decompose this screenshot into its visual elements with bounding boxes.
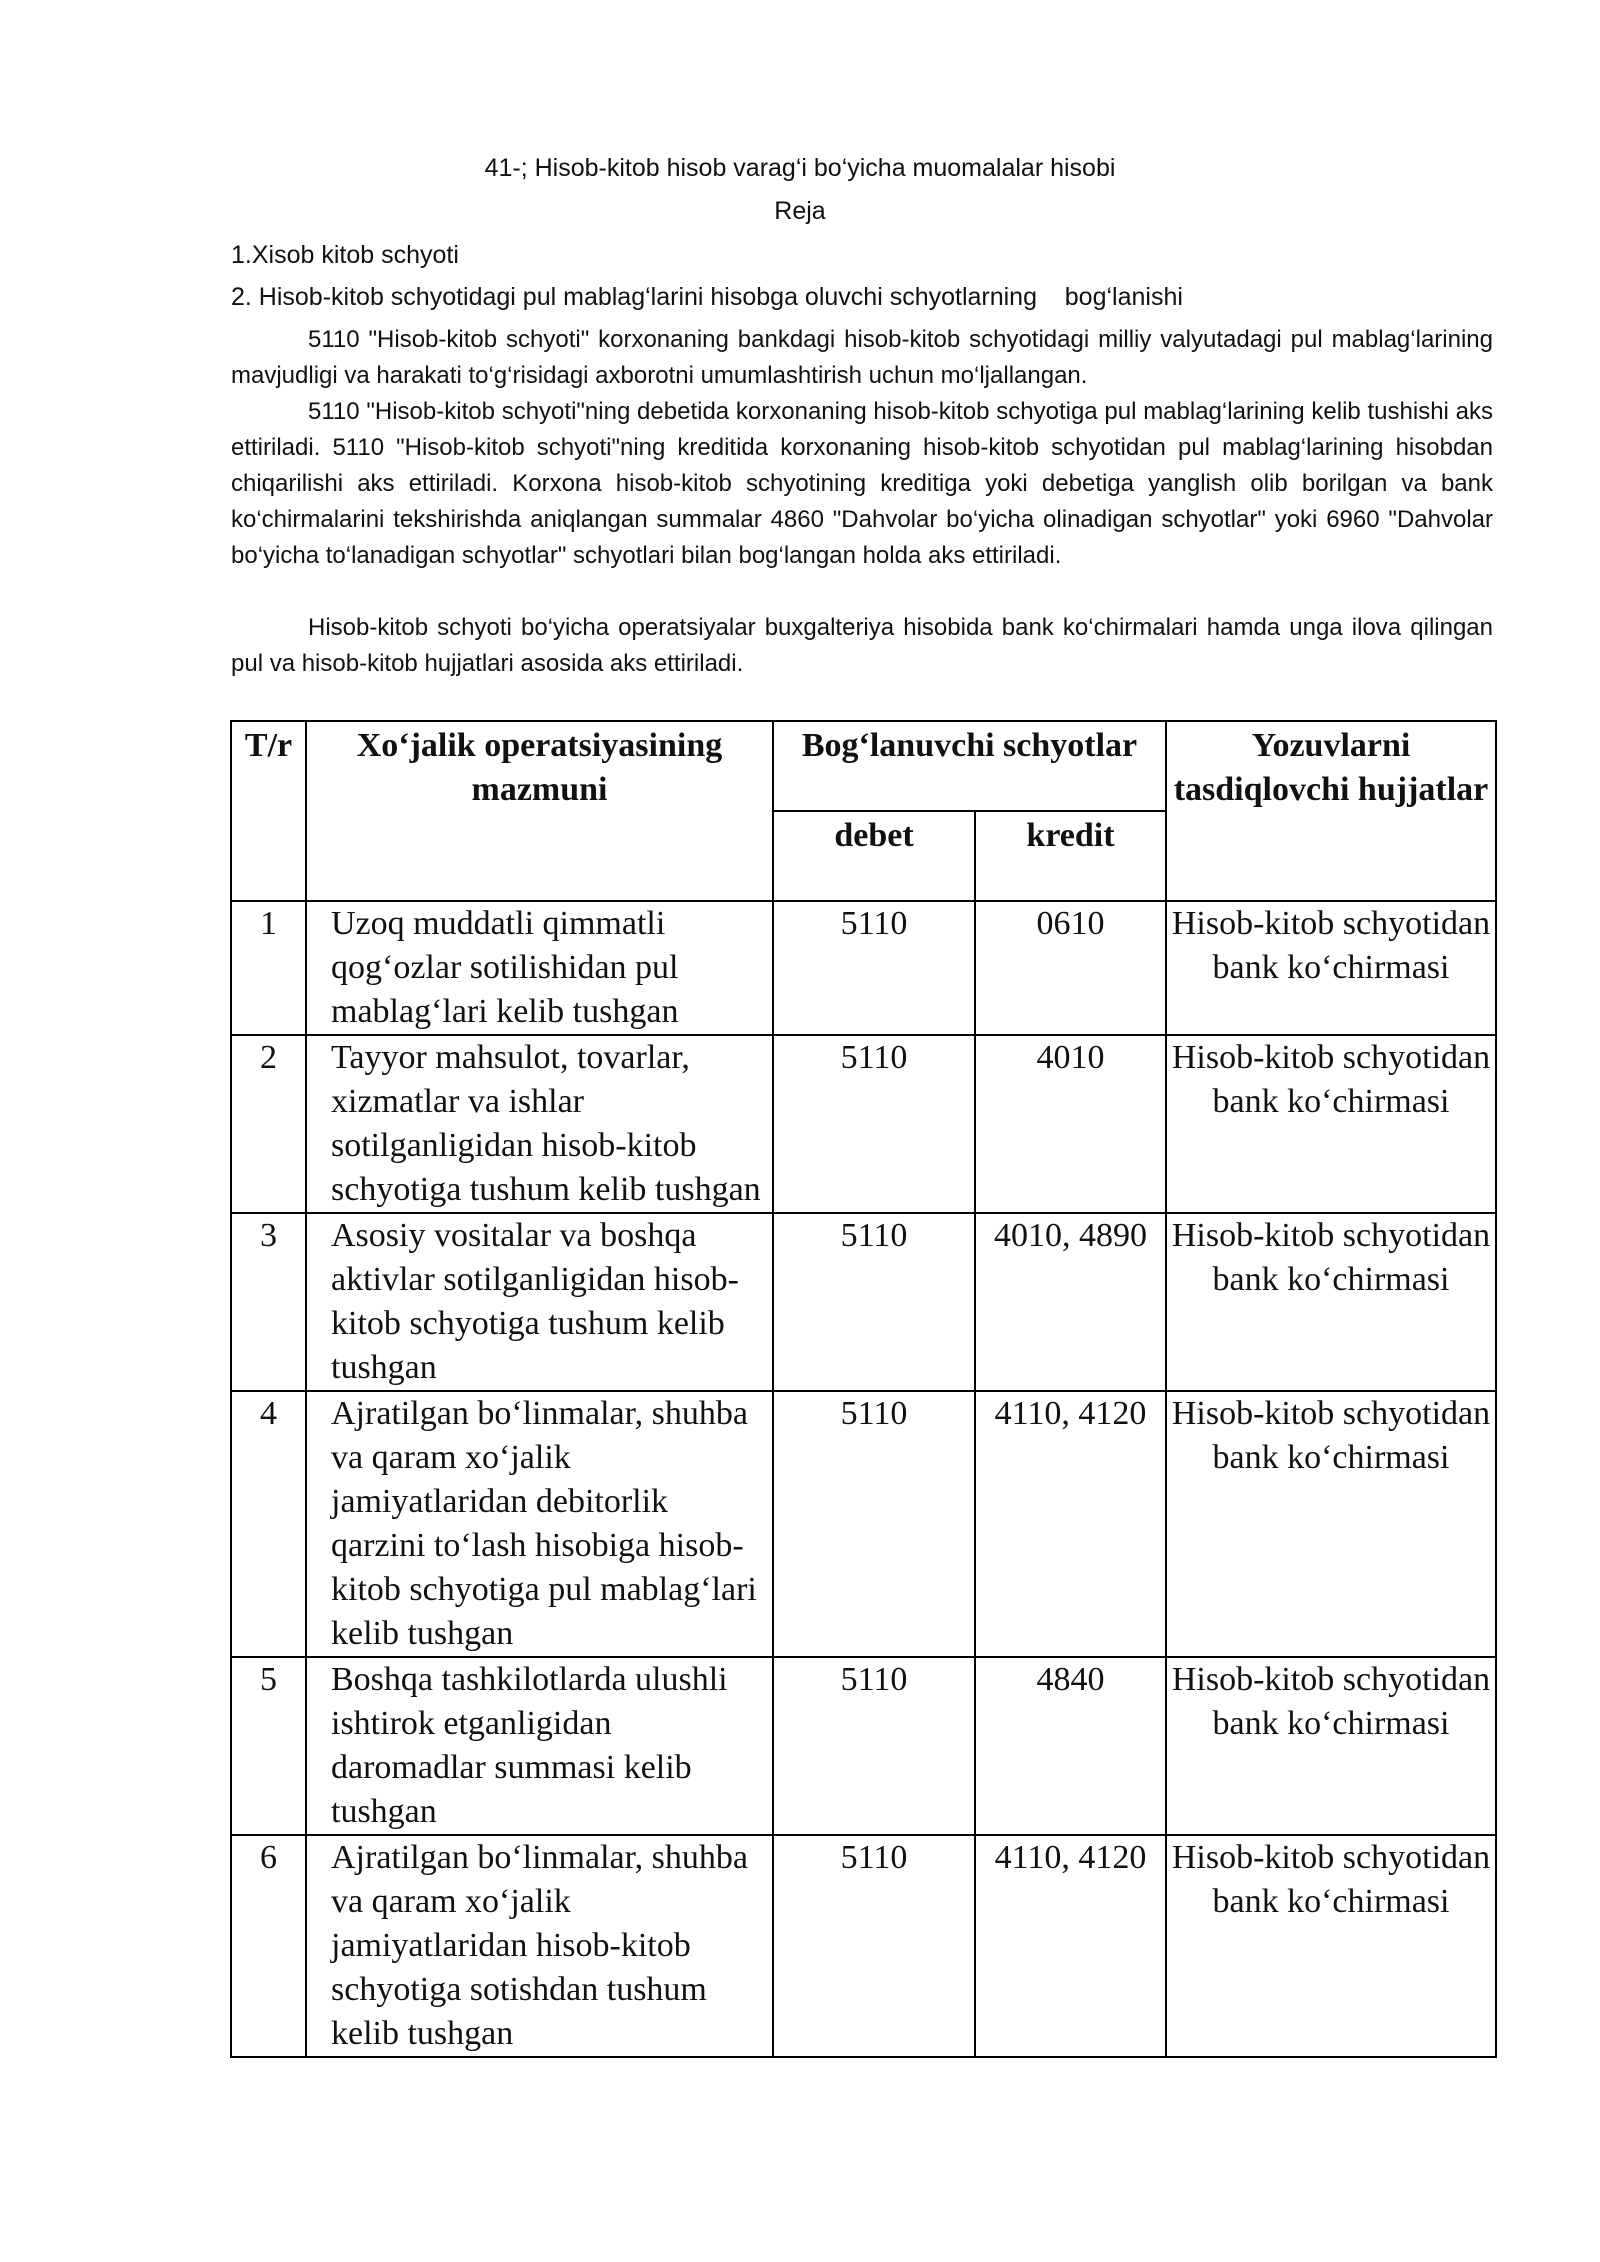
table-row bbox=[231, 901, 1496, 1035]
row-credit: 4110, 4120 bbox=[975, 1835, 1166, 2057]
row-credit: 4010, 4890 bbox=[975, 1213, 1166, 1391]
row-number: 5 bbox=[231, 1657, 306, 1835]
plan-item-1: 1.Xisob kitob schyoti bbox=[231, 241, 459, 269]
row-credit: 4010 bbox=[975, 1035, 1166, 1213]
header-debit: debet bbox=[773, 811, 975, 901]
row-debit: 5110 bbox=[773, 1035, 975, 1213]
row-description: Asosiy vositalar va boshqa aktivlar sotilganligidan hisob-kitob schyotiga tushum kelib tushgan bbox=[306, 1213, 773, 1391]
table-row bbox=[231, 1035, 1496, 1213]
paragraph-1: 5110 "Hisob-kitob schyoti" korxonaning bankdagi hisob-kitob schyotidagi milliy valyutadagi pul mablag‘larining mavjudligi va harakati to‘g‘risidagi axborotni umumlashtirish uchun mo‘ljallangan. bbox=[231, 326, 1493, 389]
row-number: 3 bbox=[231, 1213, 306, 1391]
row-debit: 5110 bbox=[773, 1213, 975, 1391]
row-debit: 5110 bbox=[773, 901, 975, 1035]
row-description: Uzoq muddatli qimmatli qog‘ozlar sotilishidan pul mablag‘lari kelib tushgan bbox=[306, 901, 773, 1035]
row-credit: 0610 bbox=[975, 901, 1166, 1035]
paragraph-3: Hisob-kitob schyoti bo‘yicha operatsiyalar buxgalteriya hisobida bank ko‘chirmalari hamda unga ilova qilingan pul va hisob-kitob hujjatlari asosida aks ettiriladi. bbox=[231, 614, 1493, 677]
row-document: Hisob-kitob schyotidan bank ko‘chirmasi bbox=[1166, 1835, 1496, 2057]
row-document: Hisob-kitob schyotidan bank ko‘chirmasi bbox=[1166, 1657, 1496, 1835]
row-document: Hisob-kitob schyotidan bank ko‘chirmasi bbox=[1166, 1035, 1496, 1213]
header-number: T/r bbox=[231, 721, 306, 901]
row-credit: 4110, 4120 bbox=[975, 1391, 1166, 1657]
row-debit: 5110 bbox=[773, 1835, 975, 2057]
row-document: Hisob-kitob schyotidan bank ko‘chirmasi bbox=[1166, 1213, 1496, 1391]
row-debit: 5110 bbox=[773, 1391, 975, 1657]
operations-table bbox=[230, 720, 1497, 2058]
header-supporting-documents: Yozuvlarni tasdiqlovchi hujjatlar bbox=[1166, 721, 1496, 901]
plan-item-2: 2. Hisob-kitob schyotidagi pul mablag‘larini hisobga oluvchi schyotlarning bog‘lanishi bbox=[231, 283, 1183, 311]
header-linked-accounts: Bog‘lanuvchi schyotlar bbox=[773, 721, 1166, 811]
row-debit: 5110 bbox=[773, 1657, 975, 1835]
row-number: 6 bbox=[231, 1835, 306, 2057]
header-operation-description: Xo‘jalik operatsiyasining mazmuni bbox=[306, 721, 773, 901]
row-description: Ajratilgan bo‘linmalar, shuhba va qaram xo‘jalik jamiyatlaridan debitorlik qarzini to‘lash hisobiga hisob-kitob schyotiga pul mablag‘lari kelib tushgan bbox=[306, 1391, 773, 1657]
plan-heading: Reja bbox=[774, 197, 826, 225]
table-row bbox=[231, 1213, 1496, 1391]
row-number: 2 bbox=[231, 1035, 306, 1213]
paragraph-2: 5110 "Hisob-kitob schyoti"ning debetida korxonaning hisob-kitob schyotiga pul mablag‘larining kelib tushishi aks ettiriladi. 5110 "Hisob-kitob schyoti"ning kreditida korxonaning hisob-kitob schyotidan pul mablag‘larining hisobdan chiqarilishi aks ettiriladi. Korxona hisob-kitob schyotining kreditiga yoki debetiga yanglish olib borilgan va bank ko‘chirmalarini tekshirishda aniqlangan summalar 4860 "Dahvolar bo‘yicha olinadigan schyotlar" yoki 6960 "Dahvolar bo‘yicha to‘lanadigan schyotlar" schyotlari bilan bog‘langan holda aks ettiriladi. bbox=[231, 398, 1493, 569]
row-document: Hisob-kitob schyotidan bank ko‘chirmasi bbox=[1166, 901, 1496, 1035]
row-description: Tayyor mahsulot, tovarlar, xizmatlar va ishlar sotilganligidan hisob-kitob schyotiga tushum kelib tushgan bbox=[306, 1035, 773, 1213]
row-number: 1 bbox=[231, 901, 306, 1035]
table-row bbox=[231, 1835, 1496, 2057]
row-document: Hisob-kitob schyotidan bank ko‘chirmasi bbox=[1166, 1391, 1496, 1657]
row-description: Boshqa tashkilotlarda ulushli ishtirok etganligidan daromadlar summasi kelib tushgan bbox=[306, 1657, 773, 1835]
row-number: 4 bbox=[231, 1391, 306, 1657]
table-row bbox=[231, 1391, 1496, 1657]
document-title: 41-; Hisob-kitob hisob varag‘i bo‘yicha muomalalar hisobi bbox=[484, 154, 1116, 182]
table-row bbox=[231, 1657, 1496, 1835]
header-credit: kredit bbox=[975, 811, 1166, 901]
row-description: Ajratilgan bo‘linmalar, shuhba va qaram xo‘jalik jamiyatlaridan hisob-kitob schyotiga sotishdan tushum kelib tushgan bbox=[306, 1835, 773, 2057]
row-credit: 4840 bbox=[975, 1657, 1166, 1835]
